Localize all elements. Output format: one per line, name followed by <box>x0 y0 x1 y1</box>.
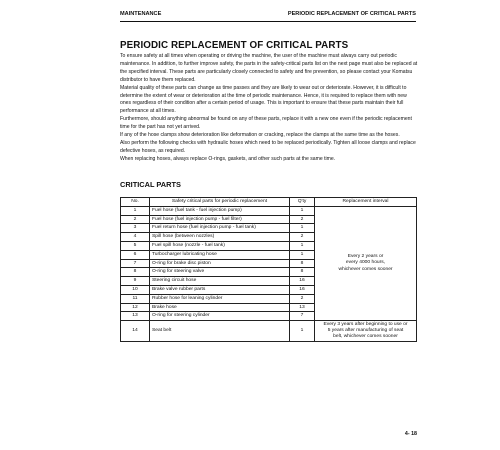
body-text <box>120 53 418 164</box>
cell-qty: 1 <box>290 224 315 233</box>
cell-no: 5 <box>121 241 150 250</box>
section-title: PERIODIC REPLACEMENT OF CRITICAL PARTS <box>120 40 349 51</box>
column-header-interval: Replacement interval <box>315 198 417 207</box>
cell-part: Fuel return hose (fuel injection pump - fuel tank) <box>150 224 290 233</box>
interval-line: 5 years after manufacturing of seat <box>327 328 404 334</box>
paragraph: If any of the hose clamps show deterioration like deformation or cracking, replace the clamps at the same time as the hoses. <box>120 132 400 139</box>
cell-no: 8 <box>121 268 150 277</box>
cell-part: Fuel spill hose (nozzle - fuel tank) <box>150 241 290 250</box>
cell-no: 14 <box>121 321 150 342</box>
column-header-qty: Q'ty <box>290 198 315 207</box>
cell-no: 6 <box>121 250 150 259</box>
column-header-part: Safety critical parts for periodic replacement <box>150 198 290 207</box>
paragraph: Furthermore, should anything abnormal be found on any of these parts, replace it with a new one even if the periodic replacement time for the part has not yet arrived. <box>120 116 412 131</box>
cell-qty: 2 <box>290 294 315 303</box>
cell-no: 7 <box>121 259 150 268</box>
paragraph: Also perform the following checks with hydraulic hoses which need to be replaced periodically. Tighten all loose clamps and replace defective hoses, as required. <box>120 139 416 154</box>
interval-line: Every 3 years after beginning to use or <box>323 322 408 328</box>
table-row <box>121 206 417 215</box>
interval-line: belt, whichever comes sooner <box>333 334 398 340</box>
cell-qty: 1 <box>290 206 315 215</box>
cell-qty: 16 <box>290 277 315 286</box>
cell-qty: 8 <box>290 268 315 277</box>
column-header-no: No. <box>121 198 150 207</box>
cell-part: O-ring for steering cylinder <box>150 312 290 321</box>
cell-qty: 7 <box>290 312 315 321</box>
cell-qty: 2 <box>290 215 315 224</box>
cell-interval <box>315 321 417 342</box>
cell-part: Brake hose <box>150 303 290 312</box>
cell-qty: 1 <box>290 250 315 259</box>
cell-part: Rubber hose for leaning cylinder <box>150 294 290 303</box>
critical-parts-title: CRITICAL PARTS <box>120 180 181 189</box>
cell-qty: 1 <box>290 241 315 250</box>
paragraph: Material quality of these parts can change as time passes and they are likely to wear out or deteriorate. However, it is difficult to determine the extent of wear or deterioration at the time of periodic maintenance. Hence, it is required to replace them with new ones regardless of their condition after a certain period of usage. This is important to ensure that these parts maintain their full performance at all times. <box>120 84 407 115</box>
cell-qty: 8 <box>290 259 315 268</box>
cell-interval <box>315 206 417 320</box>
cell-part: Brake valve rubber parts <box>150 285 290 294</box>
cell-no: 13 <box>121 312 150 321</box>
critical-parts-table <box>120 197 417 342</box>
cell-no: 10 <box>121 285 150 294</box>
interval-line: Every 2 years or <box>347 254 384 260</box>
paragraph: When replacing hoses, always replace O-rings, gaskets, and other such parts at the same time. <box>120 155 336 162</box>
cell-no: 3 <box>121 224 150 233</box>
header-section: PERIODIC REPLACEMENT OF CRITICAL PARTS <box>287 11 416 17</box>
cell-no: 12 <box>121 303 150 312</box>
page-number: 4- 18 <box>404 431 417 437</box>
cell-no: 11 <box>121 294 150 303</box>
cell-no: 1 <box>121 206 150 215</box>
interval-line: whichever comes sooner <box>338 266 393 272</box>
cell-part: Steering circuit hose <box>150 277 290 286</box>
cell-no: 2 <box>121 215 150 224</box>
table-header-row <box>121 198 417 207</box>
cell-part: Seat belt <box>150 321 290 342</box>
cell-part: Spill hose (between nozzles) <box>150 233 290 242</box>
cell-qty: 1 <box>290 321 315 342</box>
cell-part: Fuel hose (fuel tank - fuel injection pump) <box>150 206 290 215</box>
cell-part: O-ring for brake disc piston <box>150 259 290 268</box>
header-chapter: MAINTENANCE <box>120 11 162 17</box>
cell-part: Fuel hose (fuel injection pump - fuel filter) <box>150 215 290 224</box>
table-row <box>121 321 417 342</box>
header-rule <box>120 21 416 22</box>
running-header <box>120 11 416 21</box>
cell-qty: 2 <box>290 233 315 242</box>
cell-no: 9 <box>121 277 150 286</box>
cell-part: Turbocharger lubricating hose <box>150 250 290 259</box>
cell-qty: 16 <box>290 285 315 294</box>
cell-qty: 13 <box>290 303 315 312</box>
cell-no: 4 <box>121 233 150 242</box>
interval-line: every 4000 hours, <box>345 260 386 266</box>
paragraph: To ensure safety at all times when operating or driving the machine, the user of the machine must always carry out periodic maintenance. In addition, to further improve safety, the parts in the safety-critical parts list on the next page must also be replaced at the specified interval. These parts are particularly closely connected to safety and fire prevention, so please contact your Komatsu distributor to have them replaced. <box>120 53 418 83</box>
cell-part: O-ring for steering valve <box>150 268 290 277</box>
